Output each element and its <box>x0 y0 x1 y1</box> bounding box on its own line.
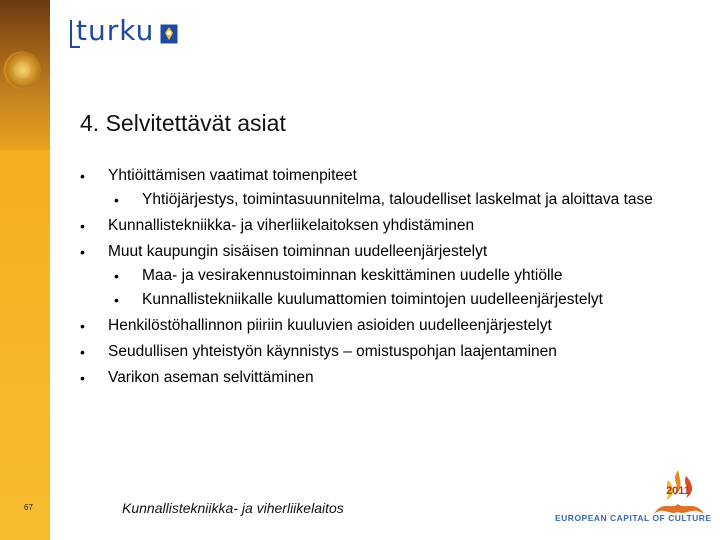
slide-title: 4. Selvitettävät asiat <box>80 110 286 136</box>
footer-text: Kunnallistekniikka- ja viherliikelaitos <box>122 500 344 516</box>
strip-photo-image <box>0 0 50 150</box>
list-item-text: Henkilöstöhallinnon piiriin kuuluvien asioiden uudelleenjärjestelyt <box>108 317 552 334</box>
list-item <box>80 290 710 310</box>
list-item-text: Maa- ja vesirakennustoiminnan keskittäminen uudelle yhtiölle <box>142 267 563 284</box>
bullet-icon: • <box>114 268 119 284</box>
bullet-icon: • <box>114 292 119 308</box>
list-item <box>80 368 710 388</box>
list-item <box>80 190 710 210</box>
ecoc-year: 2011 <box>666 485 690 497</box>
page-number: 67 <box>24 503 33 512</box>
ecoc-label: EUROPEAN CAPITAL OF CULTURE <box>555 513 712 523</box>
bullet-icon: • <box>80 370 85 386</box>
list-item-text: Yhtiöittämisen vaatimat toimenpiteet <box>108 167 357 184</box>
bullet-icon: • <box>80 344 85 360</box>
logo-text: turku <box>76 14 155 47</box>
list-item-text: Kunnallistekniikalle kuulumattomien toimintojen uudelleenjärjestelyt <box>142 291 603 308</box>
list-item <box>80 266 710 286</box>
list-item-text: Kunnallistekniikka- ja viherliikelaitoksen yhdistäminen <box>108 217 475 234</box>
list-item <box>80 166 710 186</box>
list-item <box>80 216 710 236</box>
list-item <box>80 316 710 336</box>
list-item <box>80 242 710 262</box>
turku-logo <box>70 14 178 48</box>
crest-icon <box>160 24 178 44</box>
bullet-icon: • <box>80 168 85 184</box>
list-item-text: Muut kaupungin sisäisen toiminnan uudelleenjärjestelyt <box>108 243 488 260</box>
list-item-text: Yhtiöjärjestys, toimintasuunnitelma, taloudelliset laskelmat ja aloittava tase <box>142 191 653 208</box>
bullet-icon: • <box>80 244 85 260</box>
bullet-icon: • <box>114 192 119 208</box>
bullet-icon: • <box>80 218 85 234</box>
bullet-list <box>80 166 710 394</box>
list-item-text: Seudullisen yhteistyön käynnistys – omistuspohjan laajentaminen <box>108 343 557 360</box>
list-item-text: Varikon aseman selvittäminen <box>108 369 314 386</box>
left-decorative-strip <box>0 0 50 540</box>
bullet-icon: • <box>80 318 85 334</box>
list-item <box>80 342 710 362</box>
ornament-image <box>6 52 40 88</box>
